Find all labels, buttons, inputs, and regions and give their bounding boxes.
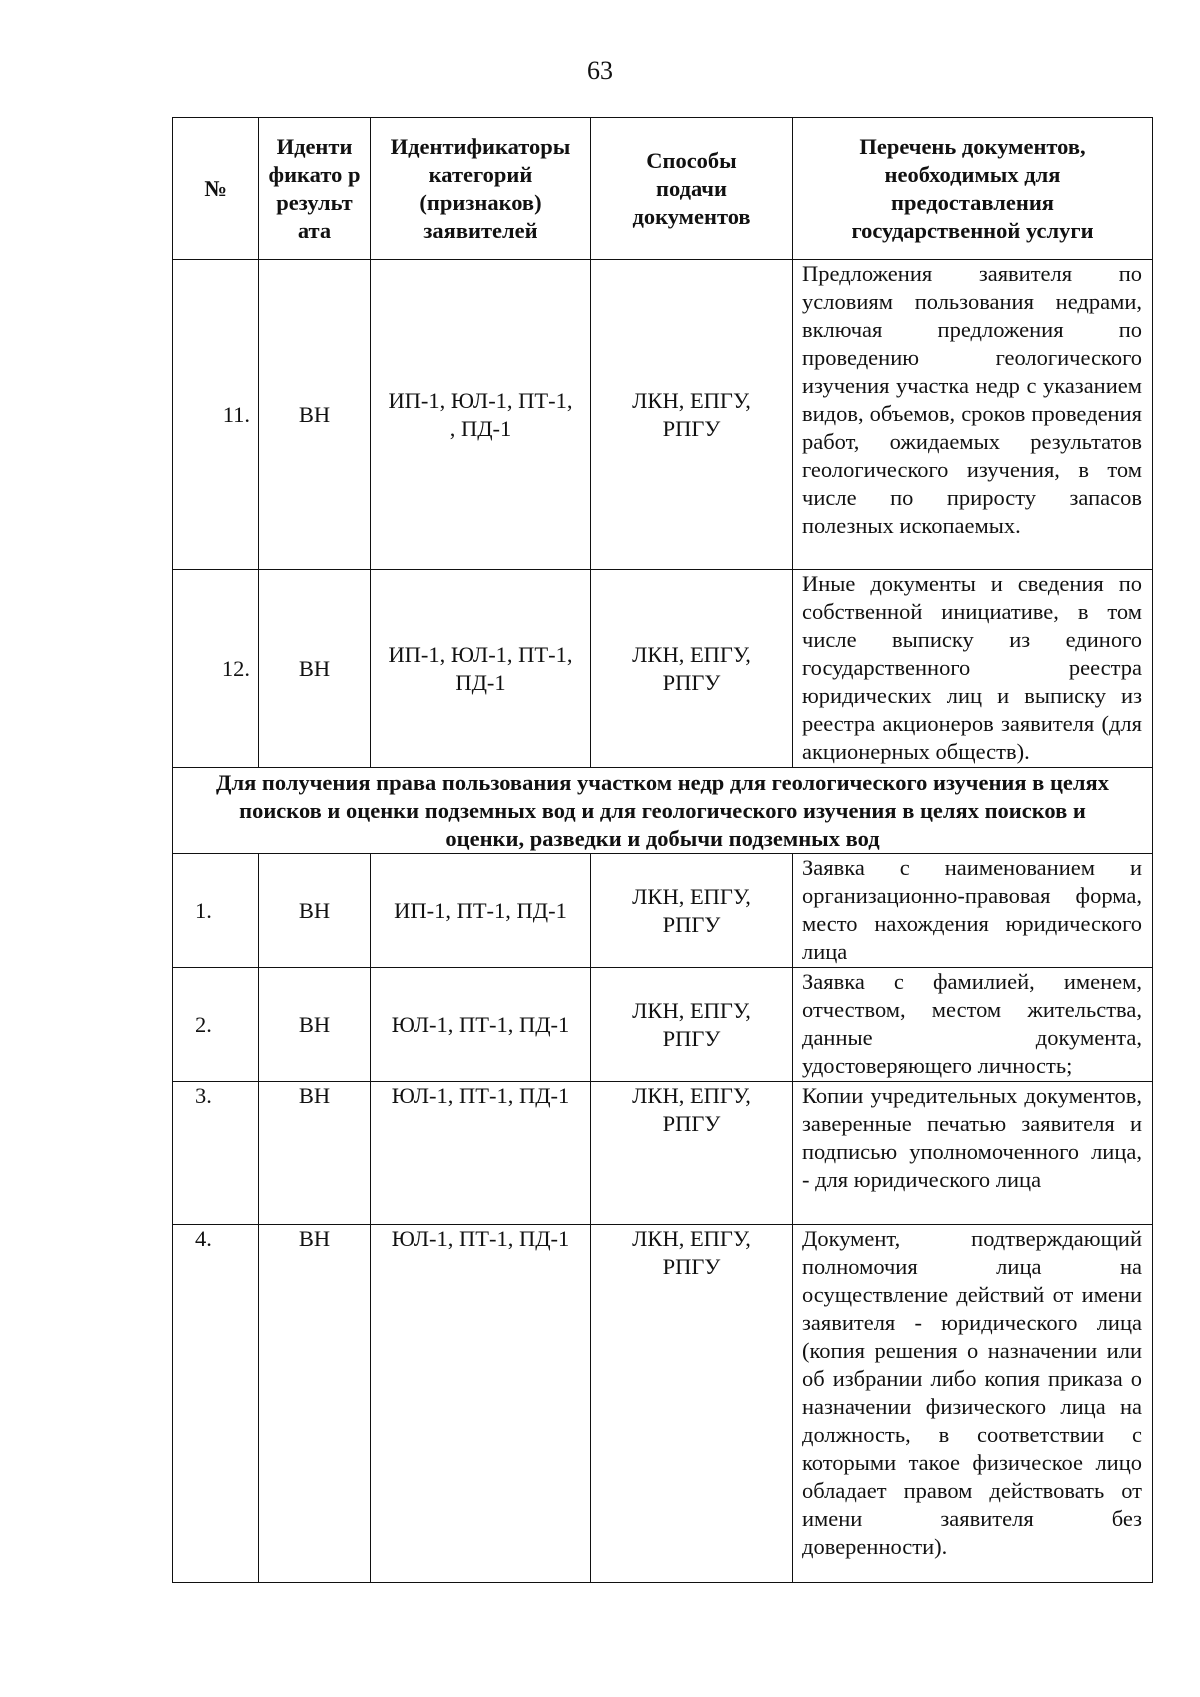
table-row <box>173 1082 1153 1225</box>
row-number: 12. <box>173 570 259 768</box>
header-number: № <box>173 118 259 260</box>
row-documents: Заявка с наименованием и организационно-правовая форма, место нахождения юридического лица <box>793 854 1153 968</box>
row-category-ids: ЮЛ-1, ПТ-1, ПД-1 <box>371 968 591 1082</box>
row-number: 3. <box>173 1082 259 1225</box>
row-result-id: ВН <box>259 260 371 570</box>
row-documents: Копии учредительных документов, заверенные печатью заявителя и подписью уполномоченного лица, - для юридического лица <box>793 1082 1153 1225</box>
table-row <box>173 854 1153 968</box>
table-row <box>173 968 1153 1082</box>
header-documents: Перечень документов, необходимых для предоставления государственной услуги <box>793 118 1153 260</box>
row-category-ids: ЮЛ-1, ПТ-1, ПД-1 <box>371 1225 591 1583</box>
row-result-id: ВН <box>259 1225 371 1583</box>
row-result-id: ВН <box>259 968 371 1082</box>
row-submission: ЛКН, ЕПГУ, РПГУ <box>591 260 793 570</box>
header-category-ids: Идентификаторы категорий (признаков) заявителей <box>371 118 591 260</box>
row-result-id: ВН <box>259 1082 371 1225</box>
table-row <box>173 570 1153 768</box>
row-submission: ЛКН, ЕПГУ, РПГУ <box>591 1225 793 1583</box>
row-result-id: ВН <box>259 854 371 968</box>
row-documents: Предложения заявителя по условиям пользования недрами, включая предложения по проведению геологического изучения участка недр с указанием видов, объемов, сроков проведения работ, ожидаемых результатов геологического изучения, в том числе по приросту запасов полезных ископаемых. <box>793 260 1153 570</box>
row-submission: ЛКН, ЕПГУ, РПГУ <box>591 854 793 968</box>
row-documents: Заявка с фамилией, именем, отчеством, местом жительства, данные документа, удостоверяющего личность; <box>793 968 1153 1082</box>
row-submission: ЛКН, ЕПГУ, РПГУ <box>591 968 793 1082</box>
row-number: 1. <box>173 854 259 968</box>
section-title: Для получения права пользования участком недр для геологического изучения в целях поисков и оценки подземных вод и для геологического изучения в целях поисков и оценки, разведки и добычи подземных вод <box>173 768 1153 854</box>
row-number: 4. <box>173 1225 259 1583</box>
header-submission: Способы подачи документов <box>591 118 793 260</box>
row-category-ids: ИП-1, ПТ-1, ПД-1 <box>371 854 591 968</box>
row-category-ids: ЮЛ-1, ПТ-1, ПД-1 <box>371 1082 591 1225</box>
page-number: 63 <box>587 56 613 85</box>
row-submission: ЛКН, ЕПГУ, РПГУ <box>591 1082 793 1225</box>
row-documents: Иные документы и сведения по собственной инициативе, в том числе выписку из единого государственного реестра юридических лиц и выписку из реестра акционеров заявителя (для акционерных обществ). <box>793 570 1153 768</box>
row-submission: ЛКН, ЕПГУ, РПГУ <box>591 570 793 768</box>
row-category-ids: ИП-1, ЮЛ-1, ПТ-1, , ПД-1 <box>371 260 591 570</box>
table-row <box>173 1225 1153 1583</box>
documents-table <box>172 117 1153 1583</box>
row-result-id: ВН <box>259 570 371 768</box>
table-row <box>173 260 1153 570</box>
row-number: 11. <box>173 260 259 570</box>
header-result-id: Иденти фикато р результ ата <box>259 118 371 260</box>
row-number: 2. <box>173 968 259 1082</box>
section-row <box>173 768 1153 854</box>
row-category-ids: ИП-1, ЮЛ-1, ПТ-1, ПД-1 <box>371 570 591 768</box>
row-documents: Документ, подтверждающий полномочия лица на осуществление действий от имени заявителя - юридического лица (копия решения о назначении или об избрании либо копия приказа о назначении физического лица на должность, в соответствии с которыми такое физическое лицо обладает правом действовать от имени заявителя без доверенности). <box>793 1225 1153 1583</box>
table-header-row <box>173 118 1153 260</box>
